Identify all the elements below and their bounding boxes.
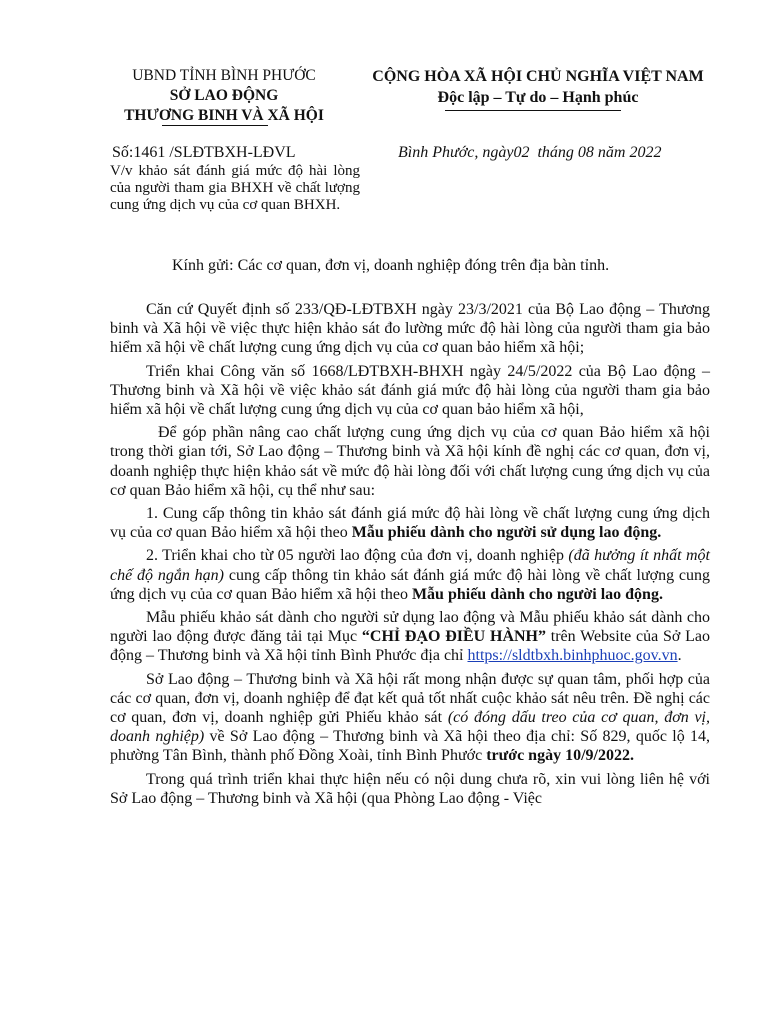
- issuing-agency: [96, 66, 352, 126]
- agency-underline: [162, 125, 268, 126]
- item-2-text-a: 2. Triển khai cho từ 05 người lao động của đơn vị, doanh nghiệp: [146, 547, 569, 565]
- document-date: [398, 144, 661, 162]
- cooperation-text-b: về Sở Lao động – Thương binh và Xã hội theo địa chỉ: Số 829, quốc lộ 14, phường Tân Bình, thành phố Đồng Xoài, tỉnh Bình Phước: [110, 728, 711, 765]
- item-2-text-b: cung cấp thông tin khảo sát đánh giá mức độ hài lòng về chất lượng cung ứng dịch vụ của cơ quan Bảo hiểm xã hội theo: [110, 566, 711, 603]
- paragraph-legal-basis: Căn cứ Quyết định số 233/QĐ-LĐTBXH ngày 23/3/2021 của Bộ Lao động – Thương binh và Xã hội về việc thực hiện khảo sát đo lường mức độ hài lòng của người tham gia bảo hiểm xã hội về chất lượng cung ứng dịch vụ của cơ quan bảo hiểm xã hội;: [110, 301, 710, 357]
- paragraph-item-2: [110, 546, 710, 604]
- paragraph-cooperation: [110, 670, 710, 766]
- forms-section-name: “CHỈ ĐẠO ĐIỀU HÀNH”: [361, 628, 546, 646]
- national-motto: Độc lập – Tự do – Hạnh phúc: [437, 89, 639, 106]
- cooperation-note: (có đóng dấu treo của cơ quan, đơn vị, doanh nghiệp): [110, 709, 711, 746]
- document-number: Số:1461 /SLĐTBXH-LĐVL: [112, 144, 296, 161]
- item-2-note: (đã hưởng ít nhất một chế độ ngắn hạn): [110, 547, 710, 584]
- recipient-line: Kính gửi: Các cơ quan, đơn vị, doanh nghiệp đóng trên địa bàn tỉnh.: [172, 257, 610, 274]
- date-year: năm 2022: [597, 144, 662, 161]
- website-link[interactable]: https://sldtbxh.binhphuoc.gov.vn: [467, 647, 678, 665]
- date-month: 08: [577, 144, 594, 161]
- cooperation-text-a: Sở Lao động – Thương binh và Xã hội rất mong nhận được sự quan tâm, phối hợp của các cơ quan, đơn vị, doanh nghiệp để đạt kết quả tốt nhất cuộc khảo sát nêu trên. Đề nghị các cơ quan, đơn vị, doanh nghiệp gửi Phiếu khảo sát: [110, 670, 710, 727]
- forms-text-b: trên Website của Sở Lao động – Thương binh và Xã hội tỉnh Bình Phước địa chỉ: [110, 628, 710, 665]
- paragraph-implementation: Triển khai Công văn số 1668/LĐTBXH-BHXH ngày 24/5/2022 của Bộ Lao động – Thương binh và Xã hội về việc khảo sát đánh giá mức độ hài lòng của người tham gia bảo hiểm xã hội về chất lượng cung ứng dịch vụ của cơ quan bảo hiểm xã hội,: [110, 362, 710, 419]
- date-month-label: tháng: [537, 144, 574, 161]
- forms-end: .: [677, 647, 682, 665]
- forms-text-a: Mẫu phiếu khảo sát dành cho người sử dụng lao động và Mẫu phiếu khảo sát dành cho người lao động được đăng tải tại Mục: [110, 609, 710, 646]
- paragraph-item-1: [110, 504, 710, 542]
- item-1-text: 1. Cung cấp thông tin khảo sát đánh giá mức độ hài lòng về chất lượng cung ứng dịch vụ của cơ quan Bảo hiểm xã hội theo: [110, 505, 710, 542]
- date-day: 02: [513, 144, 530, 161]
- agency-line-3: THƯƠNG BINH VÀ XÃ HỘI: [124, 107, 324, 124]
- national-header: [364, 66, 712, 108]
- date-place: Bình Phước, ngày: [398, 144, 514, 161]
- item-2-form-name: Mẫu phiếu dành cho người lao động.: [411, 585, 663, 603]
- document-subject: V/v khảo sát đánh giá mức độ hài lòng của người tham gia BHXH về chất lượng cung ứng dịch vụ của cơ quan BHXH.: [110, 163, 360, 213]
- agency-line-1: UBND TỈNH BÌNH PHƯỚC: [132, 67, 316, 84]
- paragraph-contact: Trong quá trình triển khai thực hiện nếu có nội dung chưa rõ, xin vui lòng liên hệ với Sở Lao động – Thương binh và Xã hội (qua Phòng Lao động - Việc: [110, 770, 710, 807]
- document-body: [110, 300, 710, 812]
- national-title: CỘNG HÒA XÃ HỘI CHỦ NGHĨA VIỆT NAM: [372, 68, 704, 85]
- motto-underline: [445, 110, 621, 111]
- paragraph-request: Để góp phần nâng cao chất lượng cung ứng dịch vụ của cơ quan Bảo hiểm xã hội trong thời gian tới, Sở Lao động – Thương binh và Xã hội kính đề nghị các cơ quan, đơn vị, doanh nghiệp thực hiện khảo sát về mức độ hài lòng đối với chất lượng cung ứng dịch vụ của cơ quan Bảo hiểm xã hội, cụ thể như sau:: [110, 424, 710, 499]
- paragraph-forms: [110, 608, 710, 666]
- agency-line-2: SỞ LAO ĐỘNG: [169, 87, 279, 104]
- item-1-form-name: Mẫu phiếu dành cho người sử dụng lao động.: [351, 524, 662, 542]
- deadline: trước ngày 10/9/2022.: [486, 747, 634, 765]
